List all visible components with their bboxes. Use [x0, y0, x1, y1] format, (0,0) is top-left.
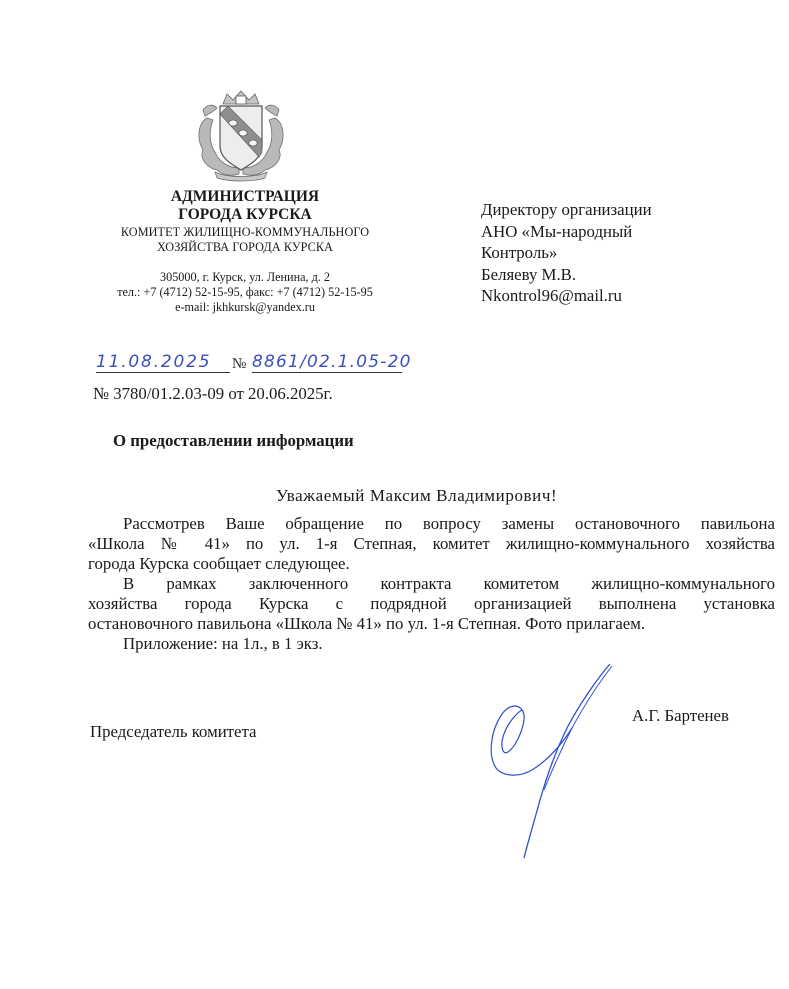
signatory-title: Председатель комитета — [90, 722, 257, 741]
committee-name-line1: КОМИТЕТ ЖИЛИЩНО-КОММУНАЛЬНОГО — [120, 225, 370, 239]
greeting: Уважаемый Максим Владимирович! — [276, 486, 558, 505]
body-p1-line1: Рассмотрев Ваше обращение по вопросу замены остановочного павильона — [123, 514, 775, 533]
body-p2-line3: остановочного павильона «Школа № 41» по ул. 1-я Степная. Фото прилагаем. — [88, 614, 646, 633]
registration-number-sign: № — [232, 356, 247, 372]
registration-number: 8861/02.1.05-20 — [252, 352, 412, 372]
body-paragraph-1 — [88, 514, 775, 574]
org-name-line2: ГОРОДА КУРСКА — [178, 206, 312, 223]
body-paragraph-2 — [88, 574, 775, 654]
coat-of-arms-emblem — [193, 88, 289, 183]
body-p1-line2: «Школа № 41» по ул. 1-я Степная, комитет жилищно-коммунального хозяйства — [88, 534, 775, 553]
recipient-line-1: Директору организации — [481, 200, 652, 219]
recipient-line-4: Беляеву М.В. — [481, 264, 577, 284]
attachment-note: Приложение: на 1л., в 1 экз. — [123, 634, 323, 653]
org-name-line1: АДМИНИСТРАЦИЯ — [170, 188, 320, 205]
org-phones: тел.: +7 (4712) 52-15-95, факс: +7 (4712) 52-15-95 — [117, 285, 373, 299]
body-p2-line2: хозяйства города Курска с подрядной организацией выполнена установка — [88, 594, 775, 613]
recipient-email: Nkontrol96@mail.ru — [481, 286, 622, 305]
recipient-line-2: АНО «Мы-народный — [481, 221, 633, 241]
org-address: 305000, г. Курск, ул. Ленина, д. 2 — [160, 270, 330, 284]
committee-name-line2: ХОЗЯЙСТВА ГОРОДА КУРСКА — [157, 240, 333, 254]
signatory-name: А.Г. Бартенев — [632, 706, 729, 725]
org-email: e-mail: jkhkursk@yandex.ru — [175, 300, 315, 314]
body-p1-line3: города Курска сообщает следующее. — [88, 554, 350, 573]
letter-subject: О предоставлении информации — [113, 431, 354, 450]
handwritten-signature — [478, 660, 613, 860]
recipient-block — [481, 199, 652, 307]
registration-date: 11.08.2025 — [96, 352, 230, 373]
body-p2-line1: В рамках заключенного контракта комитетом жилищно-коммунального — [123, 574, 775, 593]
recipient-line-3: Контроль» — [481, 243, 558, 262]
reference-number: № 3780/01.2.03-09 от 20.06.2025г. — [93, 384, 333, 403]
